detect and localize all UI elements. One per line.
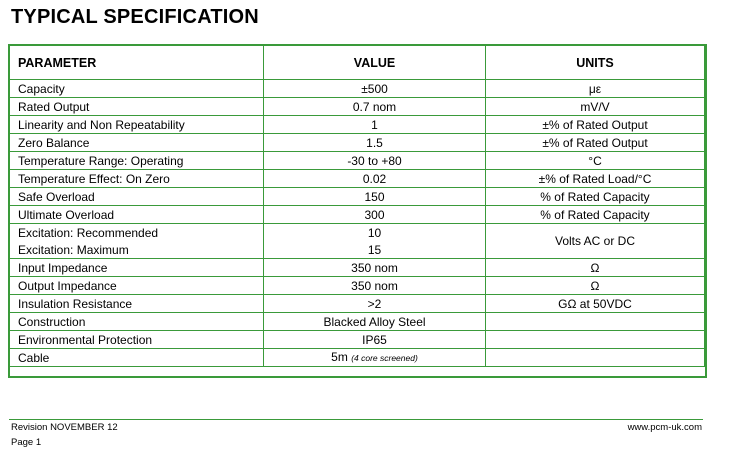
table-row	[10, 188, 705, 206]
parameter-cell: Temperature Effect: On Zero	[10, 170, 264, 188]
parameter-cell: Ultimate Overload	[10, 206, 264, 224]
table-row	[10, 206, 705, 224]
cable-length: 5m	[331, 350, 348, 364]
units-cell: ±% of Rated Output	[486, 134, 705, 152]
value-cell: 350 nom	[264, 277, 486, 295]
value-cell: 1	[264, 116, 486, 134]
units-cell: % of Rated Capacity	[486, 188, 705, 206]
table-row	[10, 80, 705, 98]
table-row	[10, 170, 705, 188]
value-cell: 0.02	[264, 170, 486, 188]
value-cell: 0.7 nom	[264, 98, 486, 116]
table-row	[10, 349, 705, 367]
units-cell: % of Rated Capacity	[486, 206, 705, 224]
parameter-cell: Construction	[10, 313, 264, 331]
table-row	[10, 98, 705, 116]
units-cell: Volts AC or DC	[486, 224, 705, 259]
parameter-cell: Insulation Resistance	[10, 295, 264, 313]
units-cell: ±% of Rated Output	[486, 116, 705, 134]
cable-note: (4 core screened)	[351, 353, 418, 363]
header-parameter: PARAMETER	[10, 46, 264, 80]
value-cell: 15	[264, 241, 486, 259]
header-units: UNITS	[486, 46, 705, 80]
parameter-cell: Environmental Protection	[10, 331, 264, 349]
value-cell	[264, 349, 486, 367]
units-cell: ±% of Rated Load/°C	[486, 170, 705, 188]
parameter-cell: Temperature Range: Operating	[10, 152, 264, 170]
table-row	[10, 116, 705, 134]
page-number: Page 1	[11, 437, 42, 448]
website-link[interactable]: www.pcm-uk.com	[627, 422, 702, 433]
revision-label: Revision NOVEMBER 12	[11, 422, 118, 433]
header-value: VALUE	[264, 46, 486, 80]
parameter-cell: Capacity	[10, 80, 264, 98]
table-row	[10, 313, 705, 331]
value-cell: Blacked Alloy Steel	[264, 313, 486, 331]
value-cell: -30 to +80	[264, 152, 486, 170]
parameter-cell: Excitation: Maximum	[10, 241, 264, 259]
parameter-cell: Output Impedance	[10, 277, 264, 295]
table-row	[10, 277, 705, 295]
value-cell: 150	[264, 188, 486, 206]
units-cell: GΩ at 50VDC	[486, 295, 705, 313]
specification-table	[9, 45, 705, 367]
table-row	[10, 152, 705, 170]
value-cell: 10	[264, 224, 486, 242]
footer-divider	[9, 419, 703, 420]
parameter-cell: Excitation: Recommended	[10, 224, 264, 242]
table-row	[10, 259, 705, 277]
value-cell: IP65	[264, 331, 486, 349]
units-cell	[486, 331, 705, 349]
units-cell: Ω	[486, 259, 705, 277]
table-row	[10, 224, 705, 242]
parameter-cell: Safe Overload	[10, 188, 264, 206]
table-header-row	[10, 46, 705, 80]
units-cell: Ω	[486, 277, 705, 295]
value-cell: 1.5	[264, 134, 486, 152]
parameter-cell: Zero Balance	[10, 134, 264, 152]
units-cell	[486, 349, 705, 367]
units-cell: °C	[486, 152, 705, 170]
units-cell: με	[486, 80, 705, 98]
value-cell: >2	[264, 295, 486, 313]
units-cell: mV/V	[486, 98, 705, 116]
parameter-cell: Rated Output	[10, 98, 264, 116]
value-cell: ±500	[264, 80, 486, 98]
parameter-cell: Input Impedance	[10, 259, 264, 277]
table-row	[10, 295, 705, 313]
value-cell: 300	[264, 206, 486, 224]
table-row	[10, 331, 705, 349]
units-cell	[486, 313, 705, 331]
parameter-cell: Cable	[10, 349, 264, 367]
page-title: TYPICAL SPECIFICATION	[11, 6, 259, 28]
table-row	[10, 134, 705, 152]
value-cell: 350 nom	[264, 259, 486, 277]
parameter-cell: Linearity and Non Repeatability	[10, 116, 264, 134]
